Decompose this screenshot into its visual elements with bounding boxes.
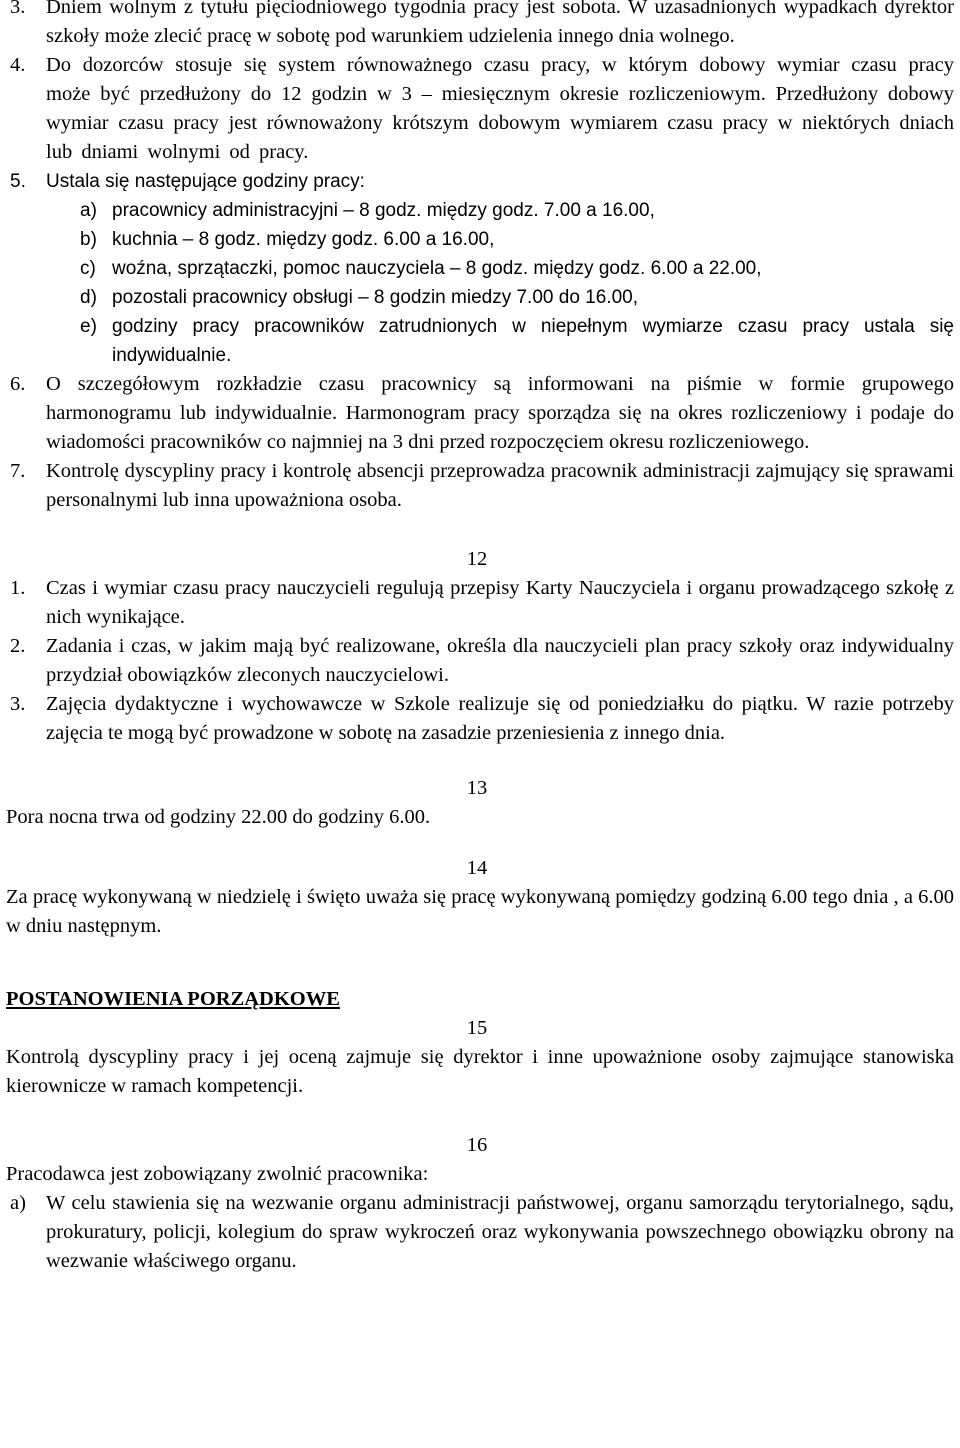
item-text: Kontrolę dyscypliny pracy i kontrolę absencji przeprowadza pracownik administracji zajmujący się sprawami personalnymi lub inna upoważniona osoba.	[46, 460, 954, 511]
item-number: 7.	[10, 460, 26, 482]
list-item	[6, 0, 954, 51]
item-number: 2.	[10, 635, 26, 657]
paragraph: Kontrolą dyscypliny pracy i jej oceną zajmuje się dyrektor i inne upoważnione osoby zajmujące stanowiska kierownicze w ramach kompetencji.	[6, 1046, 954, 1097]
item-number: 5.	[10, 171, 26, 192]
hours-item	[80, 312, 954, 370]
item-text: pracownicy administracyjni – 8 godz. między godz. 7.00 a 16.00,	[112, 200, 655, 221]
item-number: 3.	[10, 0, 26, 18]
hours-item	[80, 225, 954, 254]
section-number: 12	[466, 548, 488, 570]
item-text: Zajęcia dydaktyczne i wychowawcze w Szkole realizuje się od poniedziałku do piątku. W razie potrzeby zajęcia te mogą być prowadzone w sobotę na zasadzie przeniesienia z innego dnia.	[46, 693, 954, 744]
item-text: kuchnia – 8 godz. między godz. 6.00 a 16.00,	[112, 229, 495, 250]
list-item	[6, 1189, 954, 1276]
section-number: 13	[466, 777, 488, 799]
item-text: pozostali pracownicy obsługi – 8 godzin miedzy 7.00 do 16.00,	[112, 287, 638, 308]
list-item	[6, 457, 954, 515]
hours-item	[80, 283, 954, 312]
item-text: Do dozorców stosuje się system równoważnego czasu pracy, w którym dobowy wymiar czasu pracy może być przedłużony do 12 godzin w 3 – miesięcznym okresie rozliczeniowym. Przedłużony dobowy wymiar czasu pracy jest równoważony krótszym dobowym wymiarem czasu pracy w niektórych dniach lub dniami wolnymi od pracy.	[46, 54, 954, 163]
item-text: godziny pracy pracowników zatrudnionych w niepełnym wymiarze czasu pracy ustala się indywidualnie.	[112, 316, 954, 366]
section-number: 16	[466, 1134, 488, 1156]
section-number: 15	[466, 1017, 488, 1039]
item-text: Ustala się następujące godziny pracy:	[46, 171, 365, 192]
paragraph: Pracodawca jest zobowiązany zwolnić pracownika:	[6, 1163, 429, 1185]
list-item	[6, 574, 954, 632]
paragraph: Za pracę wykonywaną w niedzielę i święto uważa się pracę wykonywaną pomiędzy godziną 6.00 tego dnia , a 6.00 w dniu następnym.	[6, 886, 954, 937]
item-letter: b)	[80, 229, 97, 250]
item-letter: e)	[80, 316, 97, 337]
item-number: 6.	[10, 373, 26, 395]
paragraph: Pora nocna trwa od godziny 22.00 do godziny 6.00.	[6, 806, 431, 828]
list-item	[6, 632, 954, 690]
item-text: Dniem wolnym z tytułu pięciodniowego tygodnia pracy jest sobota. W uzasadnionych wypadkach dyrektor szkoły może zlecić pracę w sobotę pod warunkiem udzielenia innego dnia wolnego.	[46, 0, 954, 47]
item-letter: a)	[80, 200, 97, 221]
list-item	[6, 167, 954, 196]
hours-item	[80, 254, 954, 283]
item-number: 1.	[10, 577, 26, 599]
item-text: woźna, sprzątaczki, pomoc nauczyciela – 8 godz. między godz. 6.00 a 22.00,	[112, 258, 762, 279]
item-letter: a)	[10, 1192, 26, 1214]
item-letter: d)	[80, 287, 97, 308]
list-item	[6, 690, 954, 748]
item-text: Zadania i czas, w jakim mają być realizowane, określa dla nauczycieli plan pracy szkoły oraz indywidualny przydział obowiązków zleconych nauczycielowi.	[46, 635, 954, 686]
list-item	[6, 370, 954, 457]
item-text: O szczegółowym rozkładzie czasu pracownicy są informowani na piśmie w formie grupowego harmonogramu lub indywidualnie. Harmonogram pracy sporządza się na okres rozliczeniowy i podaje do wiadomości pracowników co najmniej na 3 dni przed rozpoczęciem okresu rozliczeniowego.	[46, 373, 954, 453]
section-heading: POSTANOWIENIA PORZĄDKOWE	[6, 988, 340, 1010]
list-item	[6, 51, 954, 167]
item-letter: c)	[80, 258, 96, 279]
section-number: 14	[466, 857, 488, 879]
item-text: Czas i wymiar czasu pracy nauczycieli regulują przepisy Karty Nauczyciela i organu prowadzącego szkołę z nich wynikające.	[46, 577, 954, 628]
item-number: 3.	[10, 693, 26, 715]
hours-item	[80, 196, 954, 225]
item-text: W celu stawienia się na wezwanie organu administracji państwowej, organu samorządu terytorialnego, sądu, prokuratury, policji, kolegium do spraw wykroczeń oraz wykonywania powszechnego obowiązku obrony na wezwanie właściwego organu.	[46, 1192, 954, 1272]
item-number: 4.	[10, 54, 26, 76]
